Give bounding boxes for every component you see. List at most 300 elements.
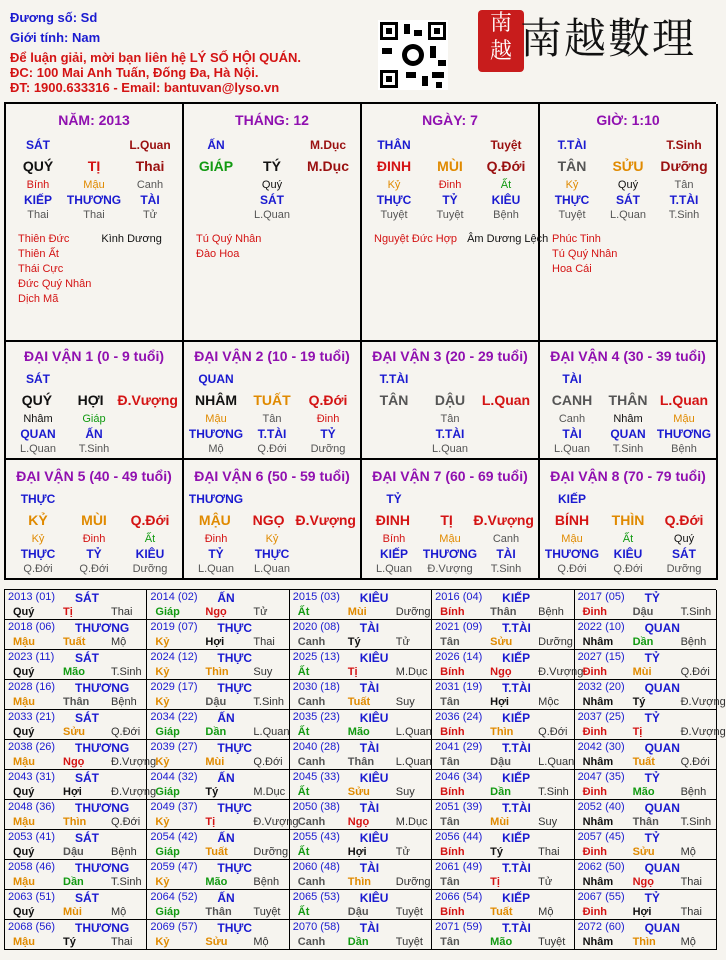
year-label: 2051 (39)	[435, 801, 483, 813]
year-ten-god: ẤN	[217, 591, 235, 605]
year-branch: Mùi	[490, 816, 510, 828]
year-label: 2025 (13)	[292, 651, 340, 663]
year-branch: Dậu	[63, 846, 84, 858]
year-label: 2052 (40)	[577, 801, 625, 813]
pillar-tags-list-2	[467, 232, 548, 247]
year-phase: Đ.Vượng	[680, 696, 726, 708]
luck-hidden-relation	[366, 547, 534, 561]
luck-stem-branch-item: NGỌ	[252, 512, 285, 528]
luck-hidden-relation-item: TÀI	[496, 547, 516, 561]
luck-hidden-relation	[544, 547, 712, 561]
tag-item: Phúc Tinh	[552, 233, 601, 245]
year-stem: Đinh	[582, 726, 608, 738]
luck-ten-god-item	[600, 492, 656, 506]
year-cell	[290, 800, 432, 830]
year-branch: Mão	[347, 726, 370, 738]
year-cell	[5, 740, 157, 770]
year-phase: Suy	[538, 816, 558, 828]
year-cell	[575, 800, 717, 830]
luck-hidden-stem-item: Kỷ	[31, 533, 45, 545]
pillar-hidden-relation-item: T.TÀI	[669, 193, 699, 207]
luck-stem-branch-item: HỢI	[77, 392, 104, 408]
year-ten-god: THỰC	[217, 861, 253, 875]
year-cell	[575, 860, 717, 890]
year-stem: Kỷ	[155, 876, 170, 888]
year-branch: Thìn	[632, 936, 656, 948]
year-ten-god: SÁT	[75, 771, 99, 785]
year-cell	[147, 890, 289, 920]
year-label: 2026 (14)	[435, 651, 483, 663]
year-stem: Đinh	[582, 606, 608, 618]
pillar-tags-list	[196, 232, 261, 262]
year-cell	[290, 830, 432, 860]
year-phase: Suy	[253, 666, 273, 678]
luck-phase-item	[366, 443, 422, 455]
year-stem: Canh	[297, 756, 326, 768]
luck-hidden-stem-item: Đinh	[316, 413, 340, 425]
year-cell	[5, 860, 147, 890]
year-phase: Mộ	[680, 846, 696, 858]
pillar-title: NGÀY: 7	[422, 112, 478, 128]
year-label: 2058 (46)	[8, 861, 56, 873]
luck-hidden-relation	[366, 427, 534, 441]
luck-phase-item: T.Sinh	[78, 443, 110, 455]
luck-hidden-stem	[10, 413, 178, 425]
year-cell	[432, 710, 574, 740]
luck-hidden-stem	[188, 413, 356, 425]
pillar-ten-god-item: THÂN	[377, 138, 411, 152]
tag-item: Dịch Mã	[18, 293, 59, 305]
pillar-cell	[362, 104, 549, 342]
luck-hidden-relation-item: SÁT	[672, 547, 696, 561]
luck-ten-god-item: KIẾP	[557, 492, 586, 506]
year-ten-god: ẤN	[217, 891, 235, 905]
luck-hidden-stem-item	[122, 413, 178, 425]
year-phase: Đ.Vượng	[253, 816, 299, 828]
year-label: 2065 (53)	[292, 891, 340, 903]
year-ten-god: QUAN	[644, 621, 680, 635]
pillar-tags-row	[374, 232, 549, 247]
year-ten-god: THỰC	[217, 801, 253, 815]
year-ten-god: KIÊU	[359, 651, 389, 665]
luck-hidden-relation-item: KIẾP	[379, 547, 408, 561]
pillar-hidden-relation-item: SÁT	[260, 193, 284, 207]
year-phase: M.Dục	[395, 666, 428, 678]
luck-hidden-relation	[10, 547, 178, 561]
year-branch: Sửu	[63, 726, 86, 738]
luck-hidden-stem-item	[366, 413, 422, 425]
luck-cycle-title: ĐẠI VẬN 1 (0 - 9 tuổi)	[23, 348, 164, 364]
luck-hidden-stem-item: Đinh	[82, 533, 106, 545]
luck-stem-branch-item: TỊ	[440, 512, 453, 528]
pillar-stem-branch-item: M.Dục	[307, 158, 349, 174]
year-ten-god: T.TÀI	[502, 681, 531, 695]
pillar-hidden-stem-item: Mậu	[83, 179, 105, 191]
year-ten-god: THƯƠNG	[75, 621, 130, 635]
year-stem: Ất	[297, 666, 310, 678]
year-label: 2030 (18)	[292, 681, 340, 693]
pillar-hidden-stem-item: Quý	[261, 179, 283, 191]
year-cell	[432, 590, 574, 620]
year-label: 2060 (48)	[292, 861, 340, 873]
pillar-hidden-relation-item: SÁT	[616, 193, 640, 207]
year-label: 2048 (36)	[8, 801, 56, 813]
year-ten-god: THỰC	[217, 741, 253, 755]
pillar-ten-god-item: T.TÀI	[557, 138, 587, 152]
luck-cycle-title: ĐẠI VẬN 7 (60 - 69 tuổi)	[372, 468, 528, 484]
year-cell	[432, 770, 574, 800]
year-ten-god: TÀI	[359, 801, 380, 815]
luck-cycle-title: ĐẠI VẬN 5 (40 - 49 tuổi)	[16, 468, 172, 484]
luck-stem-branch	[366, 392, 534, 408]
year-cell	[432, 890, 574, 920]
luck-hidden-relation-item: THỰC	[254, 547, 290, 561]
year-ten-god: THỰC	[217, 921, 253, 935]
luck-cycle-title: ĐẠI VẬN 2 (10 - 19 tuổi)	[194, 348, 350, 364]
year-phase: Q.Đới	[680, 666, 710, 678]
year-branch: Thân	[632, 816, 659, 828]
year-phase: Tử	[395, 636, 410, 648]
year-branch: Tị	[632, 726, 643, 738]
luck-hidden-relation-item: KIÊU	[135, 547, 165, 561]
year-phase: Tử	[253, 606, 268, 618]
year-label: 2019 (07)	[150, 621, 198, 633]
luck-hidden-stem-item: Mậu	[673, 413, 695, 425]
year-cell	[147, 800, 299, 830]
year-cell	[5, 800, 147, 830]
year-branch: Mùi	[205, 756, 225, 768]
luck-ten-god	[188, 492, 356, 506]
year-phase: Tuyệt	[395, 936, 423, 948]
pillar-stem-branch-item: GIÁP	[198, 158, 234, 174]
pillar-hidden-stem-item: Đinh	[438, 179, 462, 191]
luck-hidden-relation-item	[300, 547, 356, 561]
year-ten-god: THƯƠNG	[75, 801, 130, 815]
year-label: 2046 (34)	[435, 771, 483, 783]
year-stem: Quý	[13, 846, 35, 858]
year-branch: Sửu	[347, 786, 370, 798]
luck-hidden-relation-item: TỶ	[86, 547, 102, 561]
luck-cycle-cell	[6, 460, 184, 580]
year-phase: Mộ	[111, 636, 127, 648]
luck-hidden-stem	[366, 413, 534, 425]
year-label: 2056 (44)	[435, 831, 483, 843]
year-branch: Hợi	[490, 696, 509, 708]
year-label: 2045 (33)	[292, 771, 340, 783]
pillar-stem-branch-item: TÂN	[557, 158, 587, 174]
year-cell	[575, 650, 717, 680]
luck-hidden-relation-item: QUAN	[610, 427, 646, 441]
year-phase: T.Sinh	[111, 876, 142, 888]
year-branch: Dậu	[632, 606, 654, 618]
year-cell	[290, 740, 432, 770]
year-ten-god: THƯƠNG	[75, 681, 130, 695]
year-cell	[290, 650, 432, 680]
tag-item: Đào Hoa	[196, 248, 240, 260]
year-stem: Giáp	[155, 606, 180, 618]
year-cell	[147, 920, 289, 950]
luck-phase-item: Q.Đới	[257, 443, 287, 455]
year-stem: Nhâm	[582, 816, 614, 828]
luck-phase-item: Q.Đới	[79, 563, 109, 575]
year-phase: T.Sinh	[538, 786, 569, 798]
year-branch: Mão	[490, 936, 513, 948]
luck-hidden-relation-item: T.TÀI	[435, 427, 465, 441]
tag-item: Hoa Cái	[552, 263, 592, 275]
luck-hidden-stem	[10, 533, 178, 545]
year-ten-god: QUAN	[644, 801, 680, 815]
luck-hidden-stem-item: Tân	[262, 413, 282, 425]
year-label: 2063 (51)	[8, 891, 56, 903]
year-cell	[575, 740, 717, 770]
luck-ten-god-item	[122, 492, 178, 506]
year-branch: Mùi	[347, 606, 367, 618]
year-ten-god: KIÊU	[359, 831, 389, 845]
luck-stem-branch	[188, 392, 356, 408]
year-cell	[5, 830, 147, 860]
pillar-hidden-stem-item: Ất	[500, 179, 512, 191]
pillar-tags-list	[18, 232, 91, 307]
luck-phase-item: Q.Đới	[613, 563, 643, 575]
pillar-ten-god-item: T.Sinh	[666, 138, 702, 152]
luck-ten-god-item	[244, 492, 300, 506]
pillar-hidden-relation-item: KIÊU	[491, 193, 521, 207]
pillar-phase-item: Tử	[142, 209, 158, 221]
year-label: 2031 (19)	[435, 681, 483, 693]
year-stem: Quý	[13, 726, 35, 738]
year-label: 2036 (24)	[435, 711, 483, 723]
year-cell	[432, 740, 574, 770]
owner-line: Đương số: Sd	[10, 10, 98, 25]
pillar-ten-god-item: Tuyệt	[490, 138, 522, 152]
year-ten-god: TÀI	[359, 741, 380, 755]
year-ten-god: THƯƠNG	[75, 921, 130, 935]
pillar-hidden-relation-item: TỶ	[442, 193, 458, 207]
year-branch: Hợi	[347, 846, 367, 858]
luck-stem-branch-item: MÙI	[81, 512, 107, 528]
header	[0, 0, 720, 100]
year-label: 2033 (21)	[8, 711, 56, 723]
year-ten-god: KIÊU	[359, 891, 389, 905]
year-ten-god: TÀI	[359, 861, 380, 875]
luck-stem-branch	[544, 512, 712, 528]
year-stem: Quý	[13, 786, 35, 798]
pillar-stem-branch-item: MÙI	[437, 158, 463, 174]
luck-phase	[544, 563, 712, 575]
year-phase: Dưỡng	[395, 606, 431, 618]
luck-phase-item: T.Sinh	[612, 443, 644, 455]
luck-hidden-relation-item	[366, 427, 422, 441]
luck-stem-branch	[366, 512, 534, 528]
luck-ten-god-item	[244, 372, 300, 386]
luck-hidden-stem	[366, 533, 534, 545]
year-stem: Canh	[297, 816, 326, 828]
year-branch: Hợi	[63, 786, 82, 798]
luck-ten-god-item	[656, 372, 712, 386]
year-cell	[5, 920, 147, 950]
luck-hidden-relation-item: TỶ	[320, 427, 336, 441]
year-cell	[147, 770, 289, 800]
luck-phase-item: L.Quan	[197, 563, 235, 575]
year-phase: Thai	[253, 636, 275, 648]
year-branch: Mùi	[63, 906, 82, 918]
year-cell	[432, 800, 574, 830]
year-stem: Mậu	[13, 876, 35, 888]
year-branch: Mão	[63, 666, 85, 678]
year-branch: Thân	[490, 606, 517, 618]
luck-stem-branch-item: QUÝ	[21, 392, 53, 408]
pillar-hidden-relation	[366, 193, 534, 207]
pillar-tags-list	[552, 232, 617, 277]
pillar-stem-branch	[544, 158, 712, 174]
year-stem: Quý	[13, 606, 35, 618]
luck-hidden-stem-item	[478, 413, 534, 425]
pillar-stem-branch-item: Q.Đới	[486, 158, 526, 174]
phone-email-line[interactable]: ĐT: 1900.633316 - Email: bantuvan@lyso.vn	[10, 80, 280, 95]
luck-phase-item: Mộ	[208, 443, 224, 455]
year-branch: Thân	[205, 906, 232, 918]
year-cell	[575, 680, 726, 710]
year-ten-god: SÁT	[75, 831, 99, 845]
pillar-tags	[18, 232, 176, 307]
pillar-ten-god-item: SÁT	[26, 138, 50, 152]
year-cell	[147, 710, 289, 740]
year-stem: Kỷ	[155, 666, 170, 678]
year-cell	[147, 590, 289, 620]
year-branch: Mão	[205, 876, 228, 888]
luck-ten-god-item: TÀI	[562, 372, 582, 386]
year-ten-god: T.TÀI	[502, 921, 531, 935]
pillar-hidden-relation	[188, 193, 356, 207]
year-stem: Canh	[297, 636, 326, 648]
pillar-hidden-stem	[188, 179, 356, 191]
pillar-phase-item	[188, 209, 244, 221]
year-cell	[575, 890, 717, 920]
pillar-cell	[184, 104, 362, 342]
year-branch: Dậu	[490, 756, 511, 768]
luck-cycle-grid	[4, 340, 716, 580]
year-phase: Đ.Vượng	[538, 666, 584, 678]
tag-item: Nguyệt Đức Hợp	[374, 233, 458, 245]
luck-hidden-relation-item	[122, 427, 178, 441]
year-phase: Bệnh	[111, 696, 137, 708]
year-stem: Đinh	[582, 786, 608, 798]
year-branch: Dậu	[205, 696, 227, 708]
luck-hidden-stem-item: Quý	[673, 533, 695, 545]
year-cell	[290, 890, 432, 920]
luck-ten-god-item	[66, 372, 122, 386]
year-ten-god: QUAN	[644, 741, 680, 755]
year-phase: Mộc	[538, 696, 559, 708]
luck-hidden-stem-item: Canh	[558, 413, 586, 425]
year-phase: Q.Đới	[111, 726, 141, 738]
pillar-ten-god-item: ẤN	[207, 138, 225, 152]
year-phase: Suy	[395, 696, 415, 708]
pillar-hidden-stem-item: Kỷ	[565, 179, 579, 191]
luck-hidden-stem-item: Nhâm	[613, 413, 643, 425]
year-branch: Tý	[632, 696, 646, 708]
year-label: 2070 (58)	[292, 921, 340, 933]
year-label: 2013 (01)	[8, 591, 56, 603]
year-ten-god: THƯƠNG	[75, 861, 130, 875]
pillar-ten-god-item	[600, 138, 656, 152]
year-cell	[290, 920, 432, 950]
luck-ten-god	[544, 492, 712, 506]
year-branch: Thân	[347, 756, 375, 768]
year-phase: Q.Đới	[538, 726, 568, 738]
year-label: 2064 (52)	[150, 891, 198, 903]
luck-stem-branch-item: ĐINH	[375, 512, 410, 528]
year-ten-god: KIÊU	[359, 771, 389, 785]
year-stem: Đinh	[582, 906, 608, 918]
luck-hidden-relation-item: THƯƠNG	[544, 547, 600, 561]
year-stem: Nhâm	[582, 636, 614, 648]
pillar-hidden-relation-item: KIẾP	[23, 193, 52, 207]
year-label: 2047 (35)	[577, 771, 625, 783]
year-phase: Dưỡng	[253, 846, 289, 858]
year-phase: T.Sinh	[680, 816, 712, 828]
luck-ten-god-item	[422, 372, 478, 386]
year-ten-god: TÀI	[359, 921, 380, 935]
pillar-hidden-stem	[544, 179, 712, 191]
luck-hidden-relation-item	[478, 427, 534, 441]
luck-phase-item	[122, 443, 178, 455]
year-label: 2054 (42)	[150, 831, 198, 843]
year-phase: Mộ	[253, 936, 269, 948]
year-branch: Thân	[63, 696, 90, 708]
luck-stem-branch-item: Q.Đới	[664, 512, 704, 528]
year-ten-god: T.TÀI	[502, 741, 531, 755]
red-seal-icon	[478, 10, 524, 72]
year-cell	[432, 650, 584, 680]
luck-ten-god-item	[300, 492, 356, 506]
year-ten-god: ẤN	[217, 771, 235, 785]
year-phase: Bệnh	[253, 876, 280, 888]
year-ten-god: KIẾP	[502, 711, 531, 725]
luck-hidden-stem-item: Bính	[382, 533, 406, 545]
pillar-tags	[374, 232, 549, 247]
year-cell	[147, 620, 289, 650]
year-ten-god: T.TÀI	[502, 621, 531, 635]
year-cell	[147, 680, 289, 710]
year-cell	[290, 620, 432, 650]
year-phase: T.Sinh	[680, 606, 712, 618]
year-branch: Sửu	[490, 636, 513, 648]
pillar-grid	[4, 102, 716, 342]
year-label: 2038 (26)	[8, 741, 56, 753]
pillar-hidden-stem-item	[300, 179, 356, 191]
tag-item: Tú Quý Nhân	[196, 233, 262, 245]
year-ten-god: TỶ	[644, 891, 660, 905]
year-label: 2032 (20)	[577, 681, 625, 693]
tag-item: Thái Cực	[18, 263, 64, 275]
year-phase: Suy	[395, 786, 415, 798]
year-cell	[575, 920, 717, 950]
luck-hidden-relation	[10, 427, 178, 441]
year-label: 2024 (12)	[150, 651, 198, 663]
luck-hidden-stem-item: Kỷ	[265, 533, 279, 545]
luck-stem-branch-item: TUẤT	[253, 392, 291, 408]
qr-code-icon[interactable]	[378, 20, 448, 90]
pillar-hidden-stem	[10, 179, 178, 191]
pillar-hidden-stem-item: Kỷ	[387, 179, 401, 191]
year-stem: Giáp	[155, 906, 180, 918]
luck-stem-branch-item: BÍNH	[554, 512, 590, 528]
year-ten-god: TỶ	[644, 651, 660, 665]
luck-phase-item	[300, 563, 356, 575]
luck-stem-branch	[544, 392, 712, 408]
year-phase: Thai	[680, 906, 702, 918]
